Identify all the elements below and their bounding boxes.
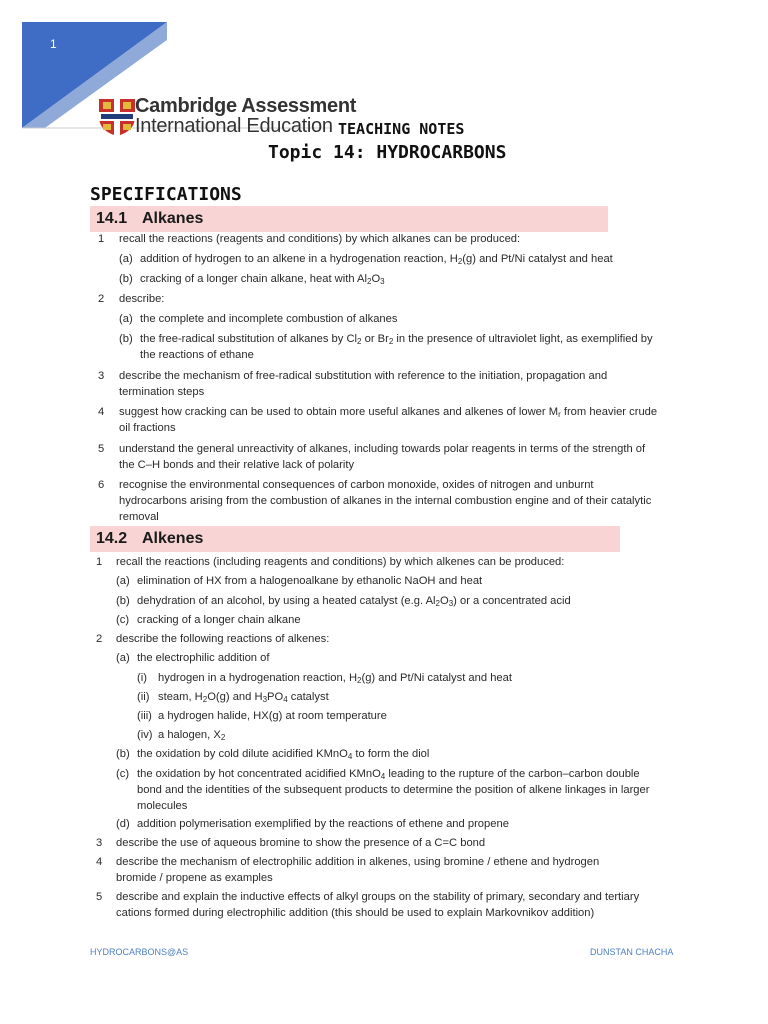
list-item: (b) the free-radical substitution of alkanes by $Cl_2$ or $Br_2$ in the presence of ultraviolet light, as exemplified by the reactions of ethane — [119, 333, 653, 361]
teaching-notes-heading: TEACHING NOTES — [338, 120, 465, 138]
page-number: 1 — [50, 37, 57, 51]
section-title: Alkanes — [142, 210, 204, 227]
list-item: (b) cracking of a longer chain alkane, heat with $Al_2O_3$ — [119, 273, 385, 286]
footer-right: DUNSTAN CHACHA — [590, 947, 674, 957]
list-item: (i) hydrogen in a hydrogenation reaction, $H_2(g)$ and Pt/Ni catalyst and heat — [137, 672, 512, 685]
section-header-alkanes — [90, 206, 608, 232]
list-item: 6 recognise the environmental consequences of carbon monoxide, oxides of nitrogen and unburnt hydrocarbons arising from the combustion of alkanes in the internal combustion engine and of their catalytic removal — [98, 479, 652, 523]
logo-text-line2: International Education — [135, 115, 333, 137]
list-item: (iv) a halogen, $X_2$ — [137, 729, 226, 742]
list-item: (a) the complete and incomplete combustion of alkanes — [119, 313, 398, 325]
footer-left: HYDROCARBONS@AS — [90, 947, 189, 957]
list-item: (ii) steam, $H_2O(g)$ and $H_3PO_4$ catalyst — [137, 691, 329, 704]
section-number: 14.1 — [96, 210, 128, 227]
section-number: 14.2 — [96, 530, 128, 547]
list-item: 1 recall the reactions (reagents and conditions) by which alkanes can be produced: — [98, 233, 521, 245]
list-item: 4 suggest how cracking can be used to obtain more useful alkanes and alkenes of lower $M_r$ from heavier crude oil fractions — [98, 406, 658, 434]
list-item: (a) the electrophilic addition of — [116, 652, 270, 664]
list-item: (iii) a hydrogen halide, HX(g) at room temperature — [137, 710, 387, 722]
list-item: (b) dehydration of an alcohol, by using a heated catalyst (e.g. $Al_2O_3$) or a concentrated acid — [116, 595, 571, 608]
list-item: 5 understand the general unreactivity of alkanes, including towards polar reagents in terms of the strength of the C–H bonds and their relative lack of polarity — [98, 443, 646, 471]
list-item: (a) addition of hydrogen to an alkene in a hydrogenation reaction, $H_2(g)$ and Pt/Ni catalyst and heat — [119, 253, 613, 266]
list-item: (c) the oxidation by hot concentrated acidified KMnO$_4$ leading to the rupture of the carbon–carbon double bond and the identities of the subsequent products to determine the position of alkene linkages in larger molecules — [116, 768, 650, 812]
list-item: (b) the oxidation by cold dilute acidified KMnO$_4$ to form the diol — [116, 748, 430, 761]
list-item: 3 describe the mechanism of free-radical substitution with reference to the initiation, propagation and termination steps — [98, 370, 608, 398]
specifications-heading: SPECIFICATIONS — [90, 184, 242, 205]
list-item: (d) addition polymerisation exemplified by the reactions of ethene and propene — [116, 818, 509, 830]
list-item: 2 describe: — [98, 293, 165, 305]
topic-title: Topic 14: HYDROCARBONS — [268, 142, 507, 163]
logo-text-line1: Cambridge Assessment — [135, 95, 357, 117]
list-item: 5 describe and explain the inductive effects of alkyl groups on the stability of primary, secondary and tertiary cations formed during electrophilic addition (this should be used to explain Markovnikov addition) — [96, 891, 640, 919]
section-title: Alkenes — [142, 530, 204, 547]
list-item: (c) cracking of a longer chain alkane — [116, 614, 301, 626]
list-item: 2 describe the following reactions of alkenes: — [96, 633, 330, 645]
list-item: 1 recall the reactions (including reagents and conditions) by which alkenes can be produced: — [96, 556, 565, 568]
list-item: 4 describe the mechanism of electrophilic addition in alkenes, using bromine / ethene and hydrogen bromide / propene as examples — [96, 856, 600, 884]
cambridge-shield-logo — [97, 97, 137, 137]
section-header-alkenes — [90, 526, 620, 552]
list-item: 3 describe the use of aqueous bromine to show the presence of a C=C bond — [96, 837, 486, 849]
list-item: (a) elimination of HX from a halogenoalkane by ethanolic NaOH and heat — [116, 575, 483, 587]
